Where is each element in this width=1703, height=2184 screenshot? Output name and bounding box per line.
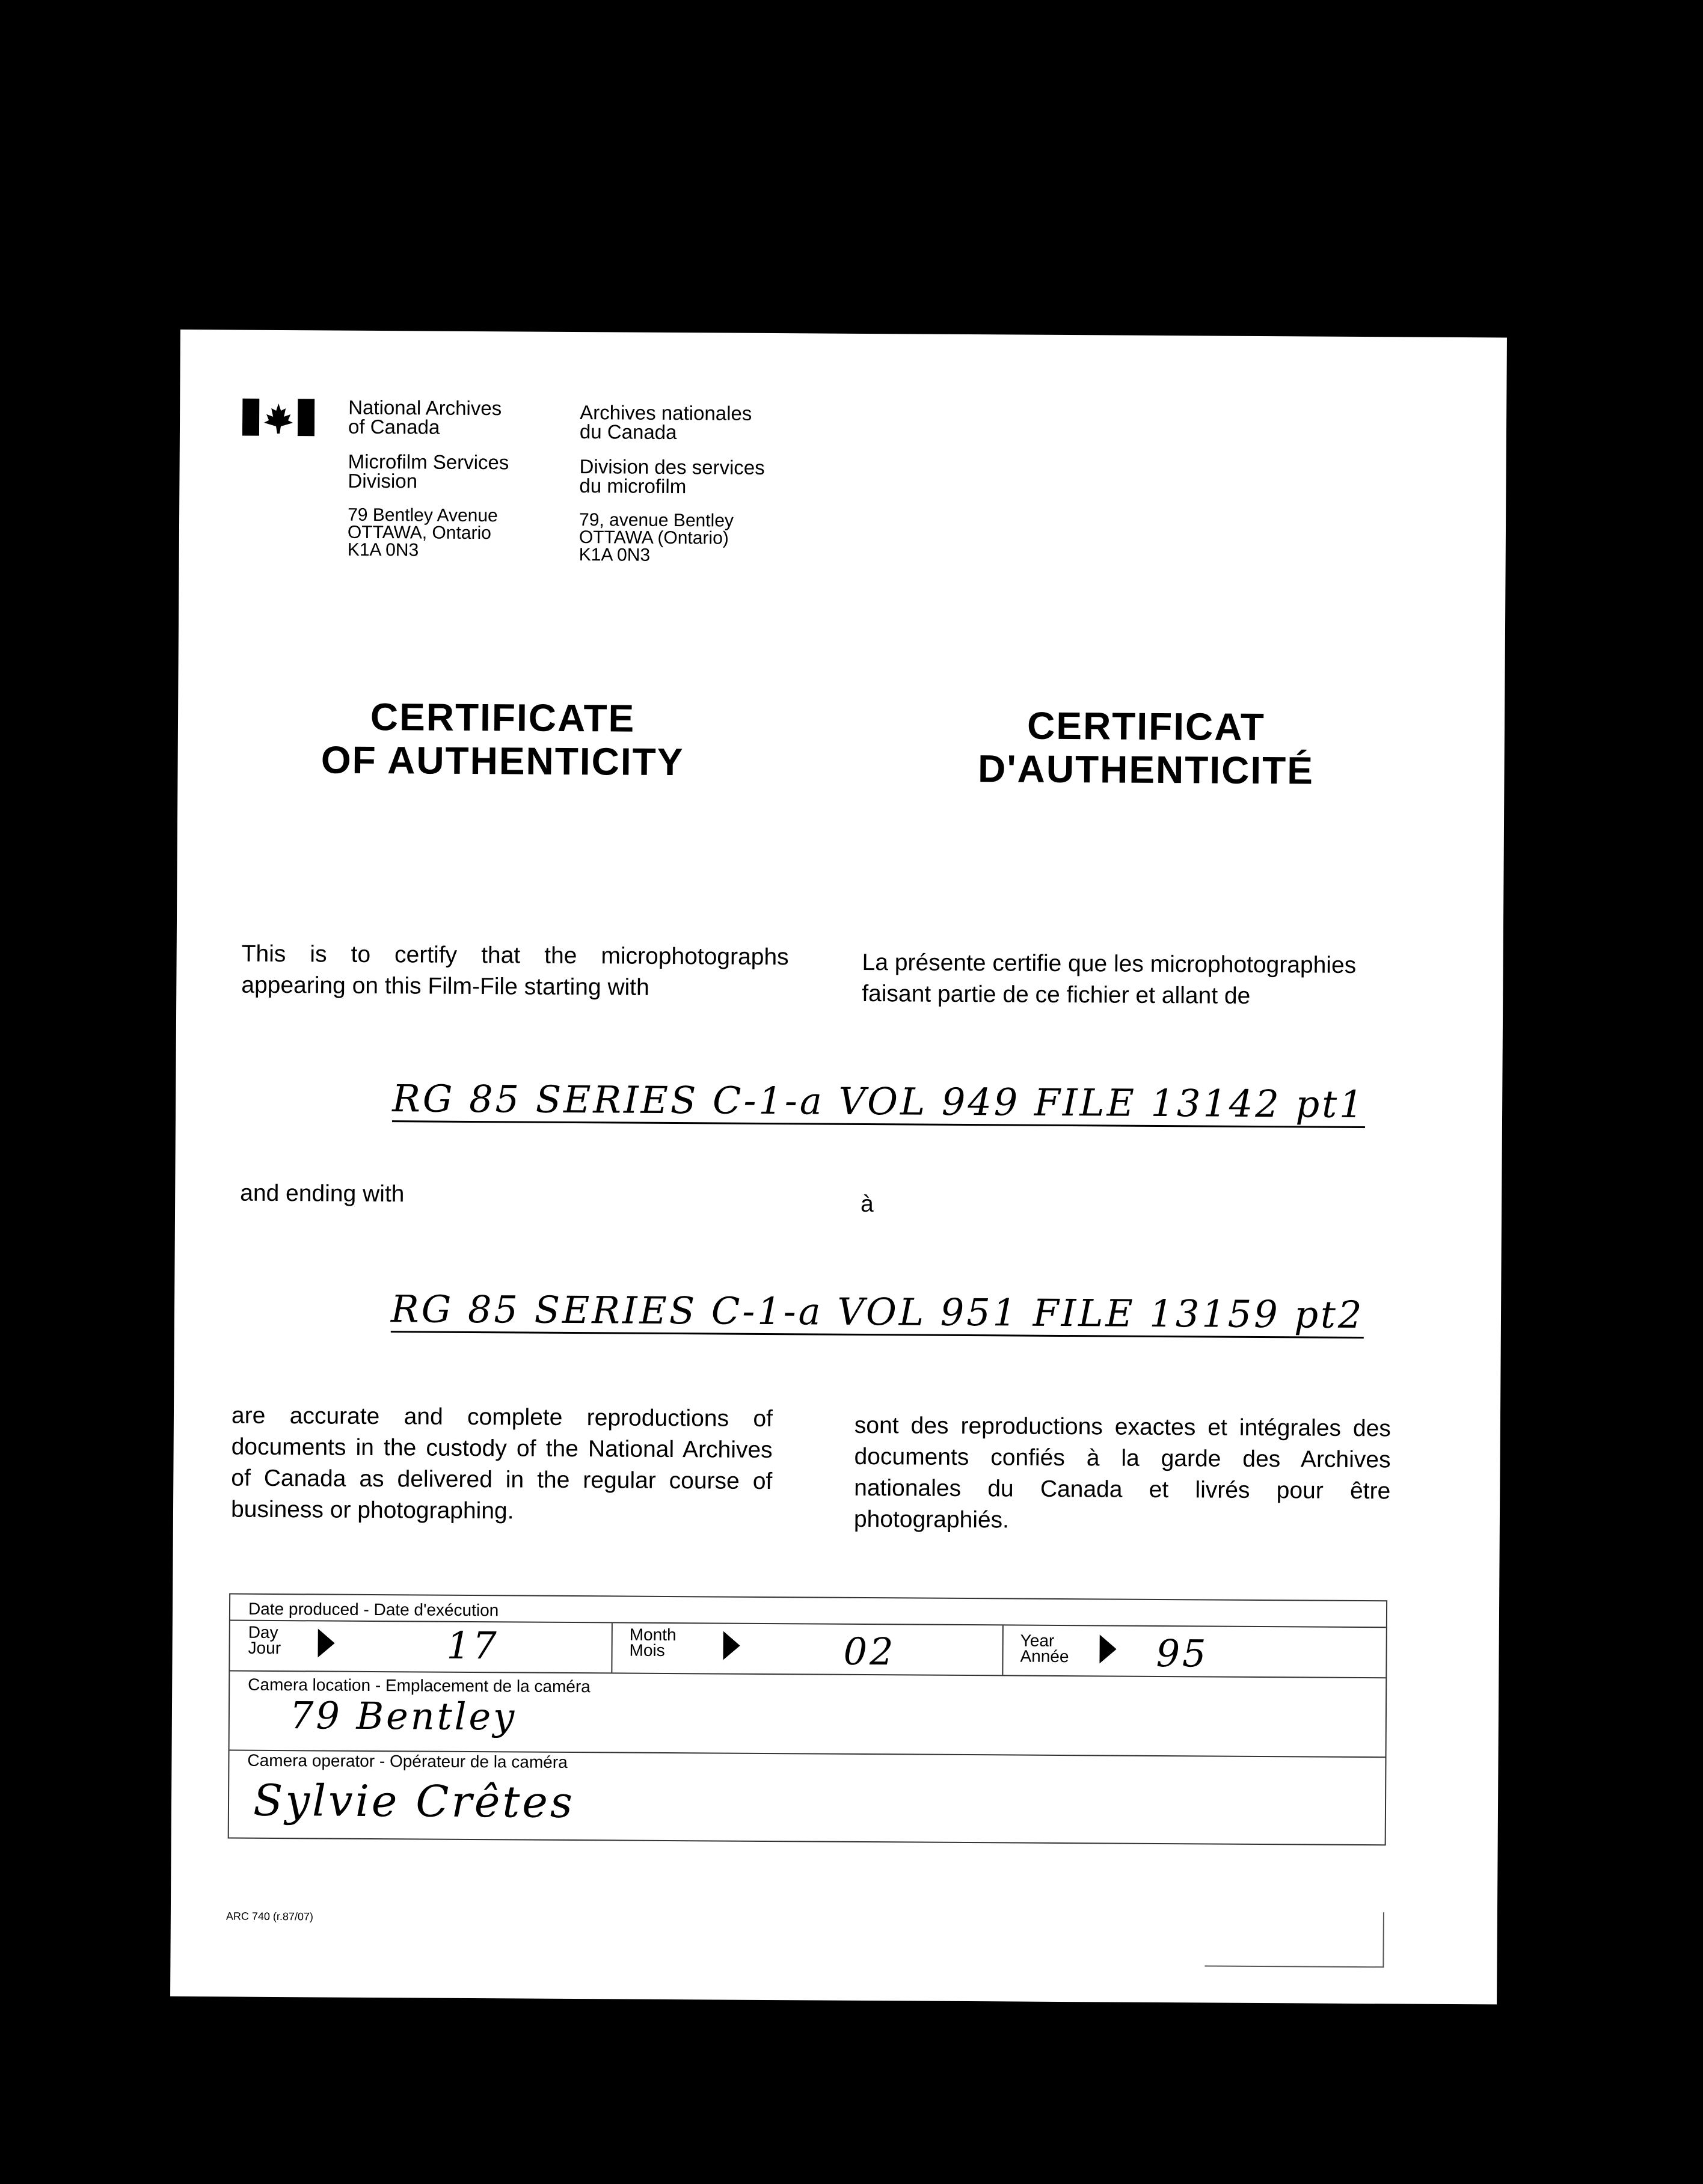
org-name-en-1: National Archives	[348, 396, 502, 420]
day-value: 17	[446, 1623, 499, 1668]
year-value: 95	[1156, 1631, 1209, 1676]
closing-text-en: are accurate and complete reproductions of documents in the custody of the National Archives of Canada as delivered in the regular course of business or photographing.	[230, 1402, 773, 1524]
title-french: CERTIFICAT D'AUTHENTICITÉ	[977, 704, 1315, 793]
form-code: ARC 740 (r.87/07)	[226, 1910, 314, 1923]
org-name-fr-1: Archives nationales	[580, 401, 752, 425]
camera-operator-signature: Sylvie Crêtes	[253, 1774, 575, 1828]
end-entry: RG 85 SERIES C-1-a VOL 951 FILE 13159 pt2	[391, 1287, 1364, 1339]
date-produced-label: Date produced - Date d'exécution	[248, 1599, 499, 1620]
address-en-3: K1A 0N3	[347, 539, 419, 560]
address-fr-1: 79, avenue Bentley	[578, 510, 734, 531]
camera-location-value: 79 Bentley	[289, 1693, 517, 1739]
ending-label-fr: à	[861, 1191, 874, 1218]
date-camera-form	[228, 1594, 1387, 1846]
intro-text-fr: La présente certifie que les microphotographies faisant partie de ce fichier et allant de	[862, 949, 1357, 1009]
corner-bracket	[1204, 1911, 1384, 1968]
start-entry: RG 85 SERIES C-1-a VOL 949 FILE 13142 pt1	[392, 1076, 1366, 1128]
camera-operator-label: Camera operator - Opérateur de la caméra	[247, 1750, 568, 1771]
intro-text-en: This is to certify that the microphotographs appearing on this Film-File starting with	[241, 940, 789, 1001]
division-en-1: Microfilm Services	[348, 450, 509, 474]
title-english: CERTIFICATE OF AUTHENTICITY	[321, 695, 684, 784]
month-value: 02	[843, 1629, 896, 1674]
month-label: Month Mois	[629, 1625, 677, 1660]
ending-label-en: and ending with	[240, 1180, 405, 1207]
org-name-en-2: of Canada	[348, 415, 440, 438]
division-fr-1: Division des services	[579, 455, 765, 479]
address-en-2: OTTAWA, Ontario	[347, 522, 491, 544]
month-arrow-icon	[723, 1631, 740, 1660]
day-label: Day Jour	[248, 1622, 281, 1658]
canada-flag-logo	[242, 399, 315, 437]
header-english	[348, 398, 547, 560]
org-name-fr-2: du Canada	[579, 420, 677, 444]
division-en-2: Division	[348, 469, 418, 492]
year-arrow-icon	[1099, 1634, 1116, 1663]
certificate-page	[170, 330, 1507, 2004]
camera-location-label: Camera location - Emplacement de la caméra	[248, 1675, 591, 1696]
address-en-1: 79 Bentley Avenue	[348, 505, 498, 526]
closing-text-fr: sont des reproductions exactes et intégrales des documents confiés à la garde des Archives nationales du Canada et livrés pour être photographiés.	[853, 1412, 1392, 1533]
address-fr-3: K1A 0N3	[578, 545, 651, 565]
year-label: Year Année	[1020, 1631, 1069, 1666]
address-fr-2: OTTAWA (Ontario)	[578, 527, 729, 548]
header-french	[579, 403, 797, 565]
day-arrow-icon	[318, 1628, 335, 1657]
division-fr-2: du microfilm	[579, 474, 687, 498]
